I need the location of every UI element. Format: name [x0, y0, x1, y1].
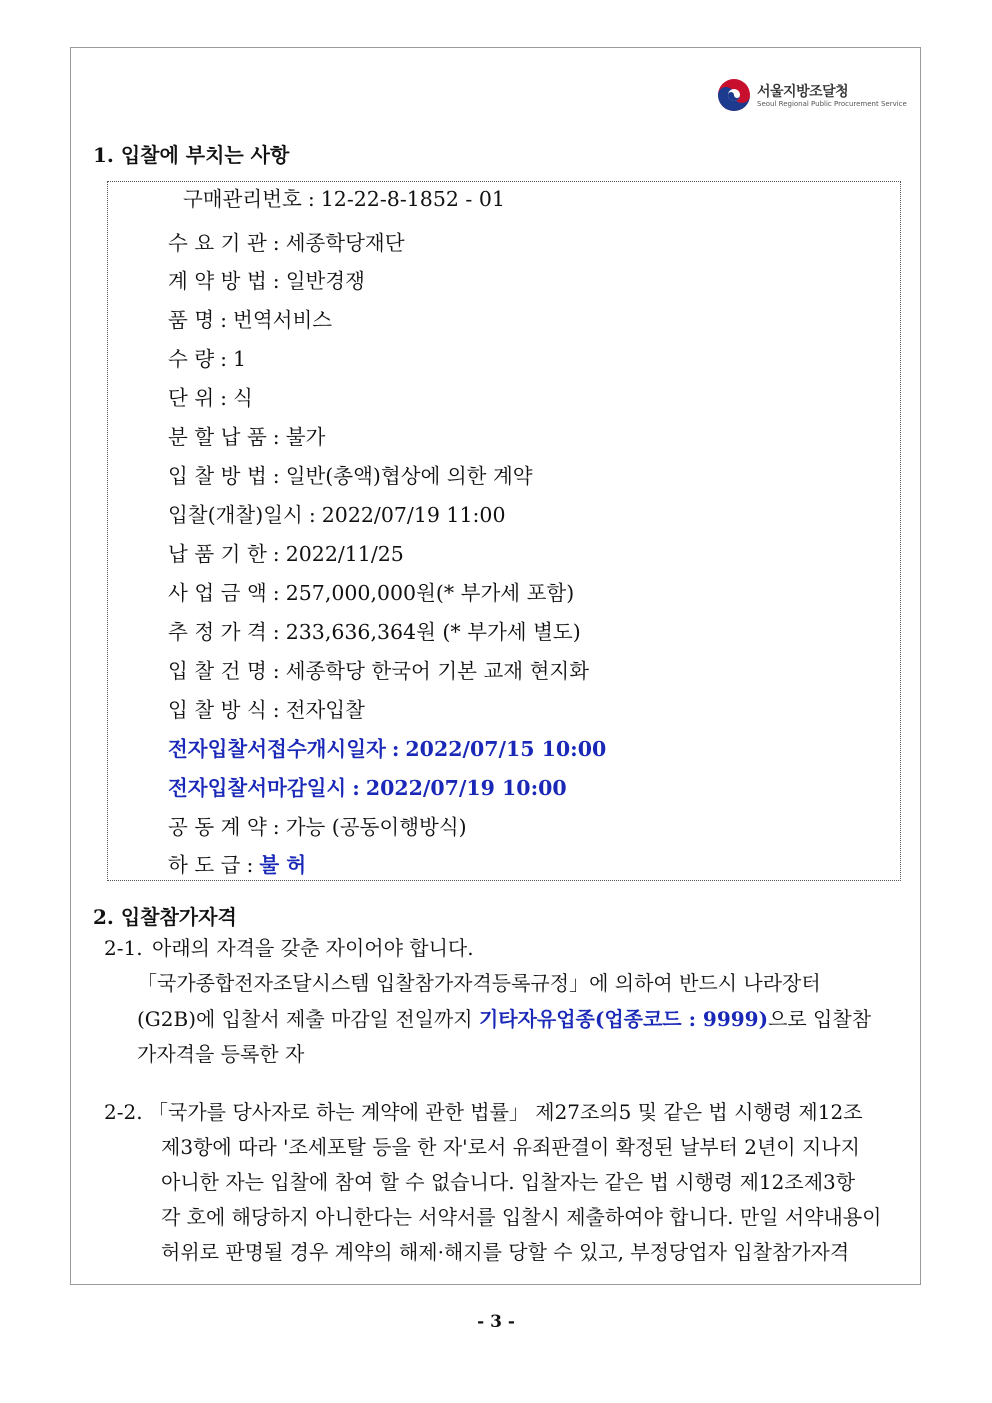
row-label: 공 동 계 약 [168, 815, 267, 839]
row-label: 전자입찰서접수개시일자 [168, 737, 386, 761]
row-value: 12-22-8-1852 - 01 [320, 187, 505, 211]
item2-line: 제3항에 따라 '조세포탈 등을 한 자'로서 유죄판결이 확정된 날부터 2년이 지나지 [161, 1135, 860, 1159]
row-label: 품 명 [168, 308, 215, 332]
row-value: 번역서비스 [233, 308, 333, 332]
row-value: 2022/07/19 11:00 [321, 503, 506, 527]
page-number: - 3 - [477, 1312, 515, 1332]
item2-line: 아니한 자는 입찰에 참여 할 수 없습니다. 입찰자는 같은 법 시행령 제12조제3항 [161, 1170, 856, 1194]
item2-line: 「국가를 당사자로 하는 계약에 관한 법률」 제27조의5 및 같은 법 시행령 제12조 [148, 1100, 863, 1124]
row-label: 입 찰 방 법 [168, 464, 267, 488]
item2-number: 2-2. [104, 1100, 143, 1124]
item1-line [137, 1004, 871, 1034]
row-label: 수 요 기 관 [168, 231, 267, 255]
row-label: 단 위 [168, 386, 215, 410]
row-label: 사 업 금 액 [168, 581, 267, 605]
row-label: 구매관리번호 [183, 187, 302, 211]
item1-text: 으로 입찰참 [768, 1007, 872, 1031]
info-row: 품 명 : 번역서비스 [168, 305, 332, 335]
row-label: 수 량 [168, 347, 215, 371]
info-row: 입찰(개찰)일시 : 2022/07/19 11:00 [168, 500, 506, 530]
info-row: 납 품 기 한 : 2022/11/25 [168, 539, 404, 569]
info-row: 사 업 금 액 : 257,000,000원(* 부가세 포함) [168, 578, 574, 608]
row-value: 일반경쟁 [285, 269, 365, 293]
row-label: 납 품 기 한 [168, 542, 267, 566]
row-label: 입찰(개찰)일시 [168, 503, 303, 527]
row-value: 전자입찰 [285, 698, 365, 722]
row-label: 추 정 가 격 [168, 620, 267, 644]
org-logo [717, 78, 907, 114]
row-value: 일반(총액)협상에 의한 계약 [285, 464, 533, 488]
row-value: 가능 (공동이행방식) [285, 815, 467, 839]
row-value: 2022/07/19 10:00 [365, 776, 567, 800]
org-name-ko: 서울지방조달청 [757, 84, 849, 100]
info-row: 단 위 : 식 [168, 383, 253, 413]
info-row: 추 정 가 격 : 233,636,364원 (* 부가세 별도) [168, 617, 581, 647]
row-value: 1 [233, 347, 247, 371]
item1-line: 「국가종합전자조달시스템 입찰참가자격등록규정」에 의하여 반드시 나라장터 [137, 971, 821, 995]
row-label: 분 할 납 품 [168, 425, 267, 449]
info-row-highlight: 전자입찰서접수개시일자 : 2022/07/15 10:00 [168, 734, 606, 764]
row-value: 불 허 [259, 853, 307, 877]
org-name-en: Seoul Regional Public Procurement Service [757, 100, 907, 108]
row-value: 불가 [285, 425, 326, 449]
row-label: 입 찰 방 식 [168, 698, 267, 722]
item1-line: 가자격을 등록한 자 [137, 1042, 305, 1066]
row-label: 전자입찰서마감일시 [168, 776, 347, 800]
info-row: 수 요 기 관 : 세종학당재단 [168, 228, 405, 258]
info-row: 입 찰 방 식 : 전자입찰 [168, 695, 365, 725]
info-row: 계 약 방 법 : 일반경쟁 [168, 266, 365, 296]
row-value: 257,000,000원(* 부가세 포함) [285, 581, 575, 605]
row-value: 2022/11/25 [285, 542, 404, 566]
row-value: 식 [233, 386, 253, 410]
item1-number: 2-1. [104, 936, 143, 960]
info-row: 분 할 납 품 : 불가 [168, 422, 325, 452]
info-row: 하 도 급 : 불 허 [168, 850, 306, 880]
row-value: 2022/07/15 10:00 [405, 737, 607, 761]
item2-line: 허위로 판명될 경우 계약의 해제·해지를 당할 수 있고, 부정당업자 입찰참가자격 [161, 1240, 850, 1264]
section2-title: 2. 입찰참가자격 [93, 905, 237, 929]
item1-text: (G2B)에 입찰서 제출 마감일 전일까지 [137, 1007, 479, 1031]
info-row: 공 동 계 약 : 가능 (공동이행방식) [168, 812, 467, 842]
info-row: 입 찰 방 법 : 일반(총액)협상에 의한 계약 [168, 461, 533, 491]
row-value: 세종학당 한국어 기본 교재 현지화 [285, 659, 589, 683]
item1-highlight: 기타자유업종(업종코드 : 9999) [478, 1007, 769, 1031]
info-row: 입 찰 건 명 : 세종학당 한국어 기본 교재 현지화 [168, 656, 589, 686]
info-row-highlight: 전자입찰서마감일시 : 2022/07/19 10:00 [168, 773, 567, 803]
row-label: 하 도 급 [168, 853, 241, 877]
item2-line: 각 호에 해당하지 아니한다는 서약서를 입찰시 제출하여야 합니다. 만일 서약내용이 [161, 1205, 882, 1229]
row-label: 입 찰 건 명 [168, 659, 267, 683]
row-label: 계 약 방 법 [168, 269, 267, 293]
item1-line: 아래의 자격을 갖춘 자이어야 합니다. [152, 936, 474, 960]
row-value: 233,636,364원 (* 부가세 별도) [285, 620, 581, 644]
row-value: 세종학당재단 [285, 231, 405, 255]
info-row: 구매관리번호 : 12-22-8-1852 - 01 [183, 184, 505, 214]
info-row: 수 량 : 1 [168, 344, 246, 374]
section1-title: 1. 입찰에 부치는 사항 [93, 143, 290, 167]
taegeuk-emblem-icon [717, 78, 751, 112]
